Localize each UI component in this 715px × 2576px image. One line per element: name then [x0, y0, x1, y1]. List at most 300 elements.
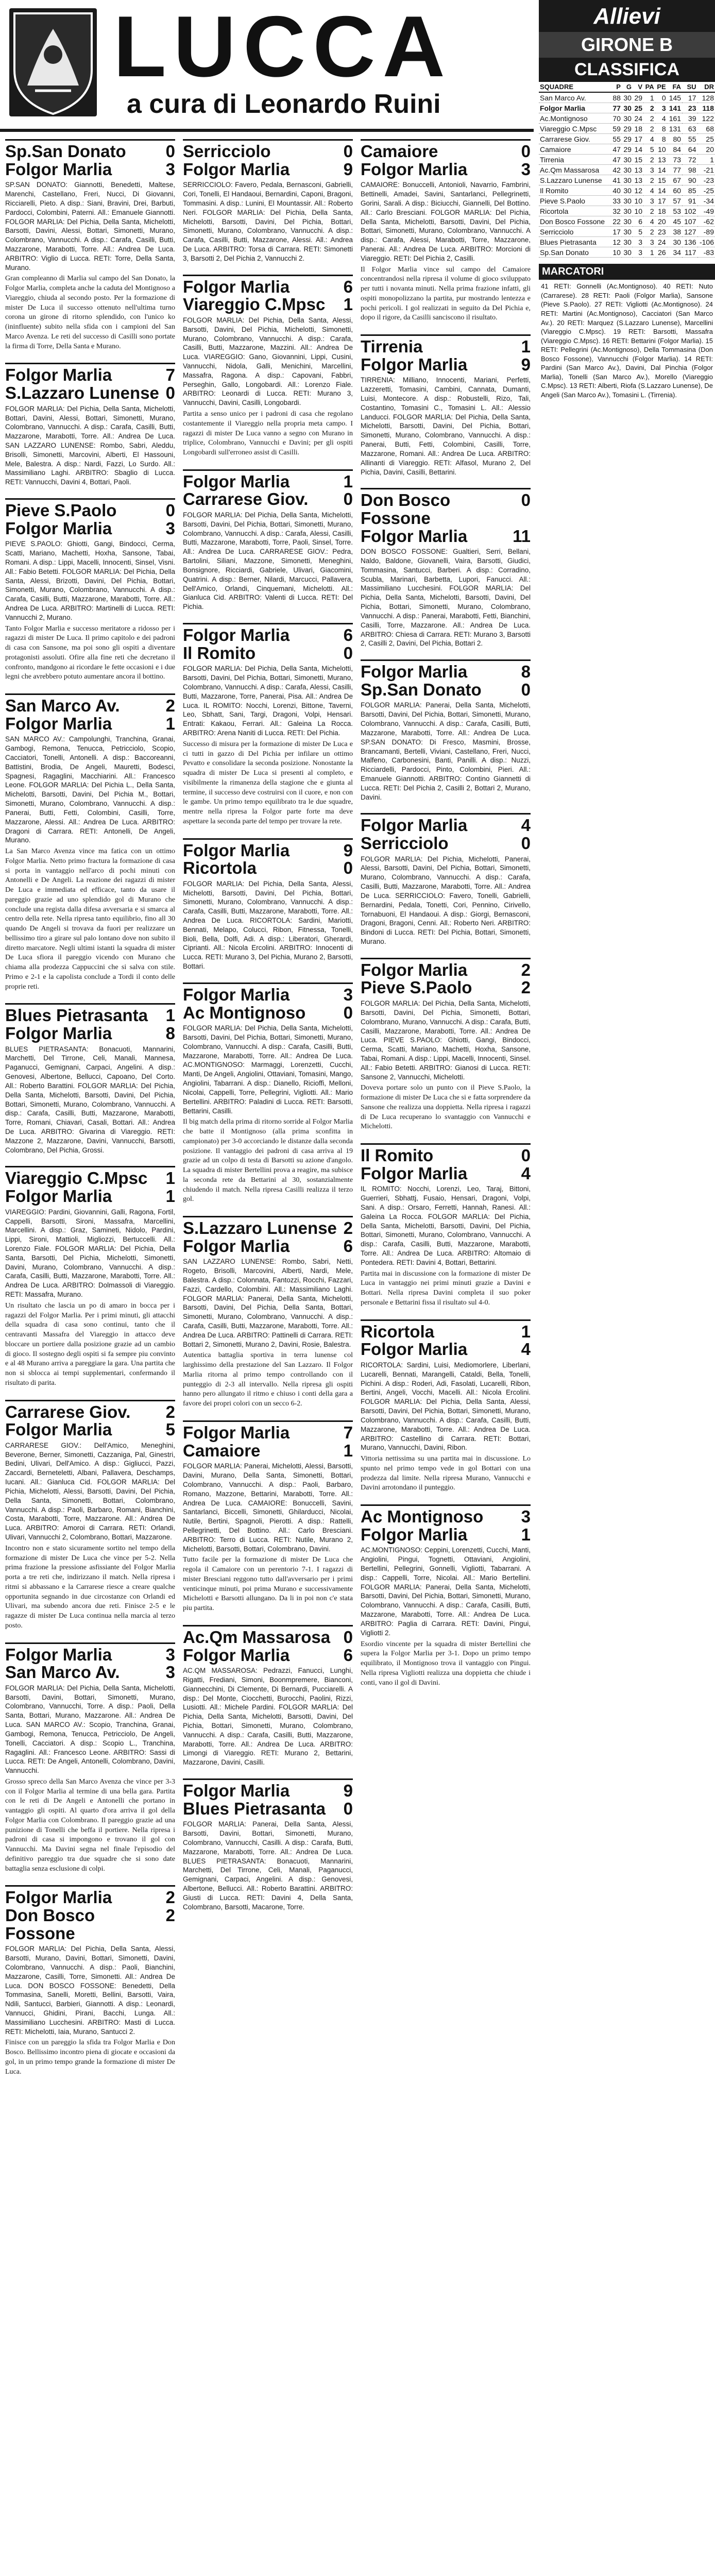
standings-cell: 17	[611, 227, 622, 237]
standings-cell: 30	[622, 247, 633, 258]
match-report	[183, 838, 353, 971]
standings-row	[539, 247, 715, 258]
home-score: 4	[521, 816, 531, 835]
away-team: Carrarese Giov.	[183, 489, 309, 509]
standings-cell: 57	[667, 196, 682, 206]
match-lineups: AC.MONTIGNOSO: Ceppini, Lorenzetti, Cucchi, Manti, Angiolini, Pingui, Tognetti, Ottaviani, Angiolini, Bertellini, Pellegrini, Gonnelli, Vigliotti, Tabarrani. A disp.: Cappelli, Torre, Nicolai. All.: Mario Bertellini. FOLGOR MARLIA: Panerai, Della Santa, Michelotti, Barsotti, Davini, Del Pichia, Bottari, Simonetti, Murano, Colombrano, Vannucchi. A disp.: Carafa, Casilli, Butti, Mazzarone, Marabotti, Torre. All.: Andrea De Luca. ARBITRO: Paglia di Carrara. RETI: Davini, Pingui, Vigliotti 2.	[361, 1546, 531, 1637]
away-team: Folgor Marlia	[183, 1645, 290, 1665]
standings-cell: 3	[633, 237, 643, 247]
away-score: 11	[513, 526, 531, 546]
match-commentary: Grosso spreco della San Marco Avenza che vince per 3-3 con il Folgor Marlia al termine di una bella gara. Partita con le reti di De Angeli e Antonelli che portano in vantaggio gli ospiti. Al quarto d'ora arriva il gol della Folgor Marlia con Colombrano. Il pareggio grazie ad una punizione di Tonelli che beffa il portiere. Nella ripresa i padroni di casa si impongono e trovano il gol con Vannucchi. Ma Davini segna nel finale l'episodio del definitivo pareggio tra due squadre che si sono date battaglia senza esclusione di colpi.	[5, 1777, 175, 1873]
standings-cell: Pieve S.Paolo	[539, 196, 611, 206]
home-team: Folgor Marlia	[361, 662, 468, 682]
match-home-line	[361, 1319, 531, 1341]
standings-cell: 30	[622, 196, 633, 206]
away-score: 0	[343, 1003, 353, 1022]
column-middle	[183, 139, 353, 1923]
standings-cell: 47	[611, 144, 622, 155]
match-report	[361, 334, 531, 477]
standings-cell: 23	[682, 103, 697, 113]
standings-cell: Il Romito	[539, 185, 611, 196]
match-report	[5, 1400, 175, 1631]
standings-cell: 1	[643, 92, 655, 103]
standings-cell: Blues Pietrasanta	[539, 237, 611, 247]
match-away-line	[5, 520, 175, 538]
standings-cell: 55	[611, 134, 622, 144]
home-team: Ricortola	[361, 1321, 435, 1341]
match-commentary: Partita mai in discussione con la formazione di mister De Luca in vantaggio nei primi minuti grazie a Davini e Bottari. Nella ripresa Davini completa il suo poker personale e Bettarini fissa il risultato sul 4-0.	[361, 1269, 531, 1307]
standings-cell: 1	[697, 155, 715, 165]
standings-cell: 22	[611, 216, 622, 227]
match-lineups: IL ROMITO: Nocchi, Lorenzi, Leo, Taraj, Bittoni, Guerrieri, Sbhattj, Fusaio, Hensari, Dragoni, Volpi, Sani. A disp.: Orsaro, Ferretti, Hannah, Ranesi. All.: Galeina La Rocca. FOLGOR MARLIA: Del Pichia, Della Santa, Michelotti, Barsotti, Davini, Del Pichia, Bottari, Simonetti, Murano, Colombrano, Vannucchi. A disp.: Carafa, Casilli, Butti, Mazzarone, Marabotti, Torre. All.: Andrea De Luca. ARBITRO: Altomaio di Pontedera. RETI: Davini 4, Bottari, Bettarini.	[361, 1185, 531, 1266]
standings-cell: 30	[622, 185, 633, 196]
header-rule	[0, 129, 534, 132]
standings-cell: -83	[697, 247, 715, 258]
match-lineups: FOLGOR MARLIA: Del Pichia, Della Santa, Michelotti, Barsotti, Davini, Del Pichia, Bottari, Simonetti, Murano, Colombrano, Vannucchi. A disp.: Carafa, Alessi, Casilli, Butti, Mazzarone, Torre, Panerai, Pisa. All.: Andrea De Luca. IL ROMITO: Nocchi, Lorenzi, Bittone, Taverni, Leo, Sbhatt, Sani, Targi, Dragoni, Volpi, Hensari. Entrati: Kakaou, Ferrari. All.: Galeina La Rocca. ARBITRO: Arena Naniti di Lucca. RETI: Del Pichia.	[183, 665, 353, 737]
standings-cell: 107	[682, 216, 697, 227]
match-commentary: Finisce con un pareggio la sfida tra Folgor Marlia e Don Bosco. Bellissimo incontro piena di giocate e occasioni da gol, in un primo tempo grande la formazione di mister De Luca.	[5, 2039, 175, 2076]
standings-row	[539, 92, 715, 103]
standings-cell: 67	[667, 175, 682, 185]
home-team: Carrarese Giov.	[5, 1402, 131, 1421]
away-score: 0	[521, 834, 531, 853]
home-score: 9	[343, 1781, 353, 1801]
match-home-line	[361, 334, 531, 356]
standings-cell: 5	[643, 144, 655, 155]
match-away-line	[361, 161, 531, 179]
standings-cell: 127	[682, 227, 697, 237]
standings-cell: 4	[655, 113, 667, 124]
away-team: Folgor Marlia	[361, 1163, 468, 1183]
standings-cell: 14	[655, 165, 667, 175]
match-commentary: Autentica battaglia sportiva in terra lunense col larghissimo della prestazione del San Lazzaro. Il Folgor Marlia ritorna al primo tempo controllando con il punteggio di 2-3 all intervallo. Nella ripresa gli ospiti hanno pero allungato il ritmo e chiuso i conti della gara a favore dei propri colori con un secco 6-2.	[183, 1351, 353, 1408]
standings-cell: 47	[611, 155, 622, 165]
home-team: Folgor Marlia	[5, 1645, 112, 1664]
standings-col-header: P	[611, 82, 622, 92]
home-team: Il Romito	[361, 1146, 434, 1165]
match-home-line	[361, 1504, 531, 1526]
match-commentary: Esordio vincente per la squadra di mister Bertellini che supera la Folgor Marlia per 3-1. Dopo un primo tempo equilibrato, il Montignoso trova il vantaggio con Pingui. Nella ripresa Vigliotti realizza una doppietta che chiude i conti, vano il gol di Davini.	[361, 1640, 531, 1687]
home-team: Camaiore	[361, 142, 438, 161]
away-team: Folgor Marlia	[5, 1420, 112, 1439]
away-team: Folgor Marlia	[183, 159, 290, 179]
standings-cell: 30	[622, 113, 633, 124]
away-score: 3	[165, 518, 175, 538]
match-commentary: Incontro non e stato sicuramente sortito nel tempo della formazione di mister De Luca che vince per 5-2. Nella prima frazione la pressione asfissiante del Folgor Marlia porta a tre reti che, indirizzano il match. Nella ripresa i ritmi si abbassano e la Carrarese riesce a creare qualche opportunita segnando in due circostanze con Orlandi ed Ulivari, ma subendo ancora due reti. Finisce 2-5 e le ragazze di mister De Luca continua nella marcia al terzo posto.	[5, 1544, 175, 1630]
match-report	[361, 958, 531, 1132]
match-report	[5, 363, 175, 487]
match-report	[361, 139, 531, 323]
standings-cell: 30	[622, 206, 633, 216]
home-team: Folgor Marlia	[183, 985, 290, 1004]
standings-cell: -62	[697, 216, 715, 227]
home-score: 2	[165, 696, 175, 716]
standings-cell: 117	[682, 247, 697, 258]
standings-cell: 15	[633, 155, 643, 165]
home-team: Folgor Marlia	[183, 840, 290, 860]
away-score: 0	[165, 383, 175, 403]
match-report	[5, 139, 175, 351]
standings-table	[539, 82, 715, 258]
home-score: 7	[165, 365, 175, 385]
match-home-line	[361, 813, 531, 835]
match-commentary: Gran compleanno di Marlia sul campo del San Donato, la Folgor Marlia, completa anche la caduta del Montignoso a Viareggio, chiuda al secondo posto. Per la formazione di mister De Luca il successo ottenuto nell'ultima turno corona un girone di ritorno splendido, con l'unico ko (ininfluente) subito nella sfida con i campioni del San Marco Avenza. Le reti del successo di Casilli sono portate la firma di Torre, Della Santa e Murano.	[5, 275, 175, 350]
home-score: 0	[521, 1146, 531, 1165]
standings-cell: 42	[611, 165, 622, 175]
match-report	[183, 982, 353, 1205]
away-score: 0	[521, 680, 531, 699]
standings-row	[539, 155, 715, 165]
away-score: 3	[165, 159, 175, 179]
away-score: 2	[165, 1906, 175, 1925]
home-score: 1	[165, 1168, 175, 1188]
standings-cell: 13	[655, 155, 667, 165]
home-score: 3	[343, 985, 353, 1004]
standings-cell: 30	[622, 237, 633, 247]
match-lineups: CARRARESE GIOV.: Dell'Amico, Meneghini, Beverone, Berner, Simonetti, Cazzaniga, Pal, Ginestri, Bedini, Ulivari, Dell'Amico. A disp.: Gigliucci, Pazzi, Zaccardi, Berneteletti, Albani, Pallavera, Deschamps, Iucani. All.: Gianluca Cid. FOLGOR MARLIA: Del Pichia, Michelotti, Alessi, Barsotti, Davini, Del Pichia, Della Santa, Simonetti, Bottari, Colombrano, Vannucchi. A disp.: Paoli, Barbaro, Romani, Bianchini, Costa, Marabotti, Torre, Mazzarone. All.: Andrea De Luca. ARBITRO: Amoroi di Carrara. RETI: Orlandi, Ulivari, Vannucchi 2, Colombrano, Bottari, Mazzarone.	[5, 1441, 175, 1541]
standings-cell: Serricciolo	[539, 227, 611, 237]
standings-cell: 17	[682, 92, 697, 103]
standings-cell: 38	[667, 227, 682, 237]
standings-cell: 1	[643, 247, 655, 258]
home-team: Tirrenia	[361, 337, 423, 357]
standings-cell: 60	[667, 185, 682, 196]
standings-cell: 25	[633, 103, 643, 113]
standings-row	[539, 175, 715, 185]
standings-cell: 91	[682, 196, 697, 206]
standings-cell: 136	[682, 237, 697, 247]
match-lineups: SERRICCIOLO: Favero, Pedala, Bernasconi, Gabrielli, Cori, Tonelli, El Handaoui, Bernardini, Caponi, Bragoni, Tommasini. A disp.: Lunini, El Mountassir. All.: Roberto Neri. FOLGOR MARLIA: Del Pichia, Della Santa, Michelotti, Barsotti, Davini, Del Pichia, Bottari, Simonetti, Murano, Colombrano, Vannucchi. A disp.: Carafa, Casilli, Butti, Mazzarone, Alessi. All.: Andrea De Luca. ARBITRO: Torsa di Carrara. RETI: Simonetti 3, Barsotti 2, Del Pichia 2, Vannucchi 2.	[183, 181, 353, 262]
standings-cell: 84	[667, 144, 682, 155]
match-away-line	[361, 1165, 531, 1183]
away-score: 4	[521, 1340, 531, 1359]
match-lineups: FOLGOR MARLIA: Del Pichia, Michelotti, Panerai, Alessi, Barsotti, Davini, Del Pichia, Bottari, Simonetti, Murano, Colombrano, Vannucchi. A disp.: Carafa, Casilli, Butti, Mazzarone, Marabotti, Torre. All.: Andrea De Luca. SERRICCIOLO: Favero, Tonelli, Gabrielli, Bernardini, Pedala, Tonetti, Cori, Pennino, Cirivello, Tornabuoni, El Handaoui. A disp.: Giorgi, Bernasconi, Dragoni, Bragoni, Cenni. All.: Roberto Neri. ARBITRO: Bindoni di Lucca. RETI: Del Pichia, Bottari, Simonetti, Murano.	[361, 855, 531, 945]
column-left	[5, 139, 175, 2088]
match-away-line	[361, 681, 531, 699]
match-away-line	[5, 161, 175, 179]
standings-cell: 145	[667, 92, 682, 103]
standings-cell: Ac.Qm Massarosa	[539, 165, 611, 175]
away-team: Folgor Marlia	[5, 1024, 112, 1043]
standings-row	[539, 206, 715, 216]
standings-cell: 17	[633, 134, 643, 144]
standings-cell: 102	[682, 206, 697, 216]
home-team: Folgor Marlia	[5, 365, 112, 385]
home-score: 2	[165, 1888, 175, 1907]
home-score: 3	[165, 1645, 175, 1664]
standings-cell: -25	[697, 185, 715, 196]
away-team: Folgor Marlia	[361, 159, 468, 179]
standings-cell: 29	[622, 134, 633, 144]
standings-cell: 4	[643, 134, 655, 144]
match-report	[5, 1642, 175, 1874]
match-lineups: FOLGOR MARLIA: Del Pichia, Della Santa, Michelotti, Barsotti, Davini, Del Pichia, Simonetti, Bottari, Colombrano, Murano, Vannucchi. A disp.: Carafa, Butti, Casilli, Mazzarone, Marabotti, Torre. All.: Andrea De Luca. PIEVE S.PAOLO: Ghiotti, Gangi, Bindocci, Cerma, Scatti, Mariano, Machetti, Hoxha, Sansone, Tabai, Romani. A disp.: Lippi, Macelli, Innocenti, Sinsel. All.: Fabio Betetti. ARBITRO: Gianosi di Lucca. RETI: Sansone 2, Vannucchi, Michelotti.	[361, 999, 531, 1081]
home-team: Folgor Marlia	[183, 277, 290, 296]
scorers-title: MARCATORI	[539, 264, 715, 280]
away-team: Don Bosco Fossone	[5, 1906, 95, 1943]
match-lineups: FOLGOR MARLIA: Del Pichia, Della Santa, Michelotti, Barsotti, Davini, Bottari, Simonetti, Murano, Colombrano, Vannucchi, Torre. A disp.: Paoli, Della Santa, Bottari, Murano, Mazzarone. All.: Andrea De Luca. SAN MARCO AV.: Scopio, Tranchina, Granai, Gambogi, Remona, Tenucca, Petricciolo, De Angeli, Tonelli, Cacciatori. A disp.: Scopio L., Tranchina, Ragaglini. All.: Francesco Leone. ARBITRO: Sassi di Lucca. RETI: De Angeli, Antonelli, Colombrano, Davini, Vannucchi.	[5, 1684, 175, 1775]
match-lineups: FOLGOR MARLIA: Del Pichia, Della Santa, Michelotti, Bottari, Davini, Alessi, Bottari, Simonetti, Murano, Colombrano, Vannucchi. A disp.: Carafa, Casilli, Butti, Mazzarone, Marabotti, Torre. All.: Andrea De Luca. SAN LAZZARO LUNENSE: Rombo, Sabri, Aleddu, Brisolli, Simonetti, Marcovini, Alberti, El Hassouni, Mele, Balestra. A disp.: Nardi, Fazzi, Lo Surdo. All.: Massimiliano Laghi. ARBITRO: Sbaglio di Lucca. RETI: Vannucchi, Davini 4, Bottari, Paoli.	[5, 404, 175, 486]
match-report	[361, 813, 531, 946]
match-away-line	[5, 1907, 175, 1942]
standings-cell: 4	[643, 185, 655, 196]
home-score: 1	[165, 1006, 175, 1025]
standings-cell: 20	[655, 216, 667, 227]
match-lineups: FOLGOR MARLIA: Panerai, Della Santa, Alessi, Barsotti, Davini, Bottari, Simonetti, Murano, Colombrano, Vannucchi, Casilli. A disp.: Carafa, Butti, Mazzarone, Marabotti, Torre. All.: Andrea De Luca. BLUES PIETRASANTA: Bonacuoti, Mannarini, Marchetti, Del Tirrone, Celi, Manali, Paganucci, Gemignani, Carpaci, Angelini. A disp.: Genovesi, Albertone, Bellucci. All.: Roberto Barattini. ARBITRO: Giusti di Lucca. RETI: Davini 4, Della Santa, Colombrano, Barsotti, Macarone, Torre.	[183, 1820, 353, 1911]
home-team: Folgor Marlia	[361, 960, 468, 979]
away-team: Sp.San Donato	[361, 680, 482, 699]
match-commentary: Il big match della prima di ritorno sorride al Folgor Marlia che batte il Montignoso (alla prima sconfitta in campionato) per 3-0 accorciando le distanze dalla seconda posizione. Il vantaggio dei padroni di casa arriva al 19 grazie ad un colpo di testa di Barsotti su azione d'angolo. La squadra di mister Bertellini prova a reagire, ma subisce la seconda rete da Bettarini al 30, sostanzialmente chiudendo il match. Nella ripresa Casilli realizza il terzo gol.	[183, 1118, 353, 1204]
standings-cell: 63	[682, 124, 697, 134]
match-report	[361, 1504, 531, 1688]
standings-cell: -106	[697, 237, 715, 247]
standings-cell: Ricortola	[539, 206, 611, 216]
standings-cell: 53	[667, 206, 682, 216]
standings-cell: 30	[622, 227, 633, 237]
standings-cell: 141	[667, 103, 682, 113]
match-away-line	[5, 1025, 175, 1043]
standings-cell: 18	[633, 124, 643, 134]
standings-cell: -23	[697, 175, 715, 185]
match-away-line	[5, 384, 175, 402]
standings-cell: Carrarese Giov.	[539, 134, 611, 144]
match-away-line	[5, 1421, 175, 1439]
match-away-line	[183, 161, 353, 179]
away-score: 0	[343, 643, 353, 663]
match-lineups: FOLGOR MARLIA: Del Pichia, Della Santa, Michelotti, Barsotti, Davini, Del Pichia, Bottari, Simonetti, Murano, Colombrano, Vannucchi. A disp.: Carafa, Alessi, Casilli, Butti, Mazzarone, Marabotti, Torre, Paoli, Sinsel, Torre. All.: Andrea De Luca. CARRARESE GIOV.: Pedra, Bartolini, Siliani, Mazzone, Simonetti, Meneghini, Bonsignore, Ricciardi, Gabriele, Ulivari, Giacomini, Quatrini. A disp.: Berner, Nilardi, Marcucci, Pallavera, Dell'Amico, Orlandi, Cinquemani, Michelotti. All.: Gianluca Cid. ARBITRO: Valenti di Lucca. RETI: Del Pichia.	[183, 511, 353, 611]
standings-cell: 90	[682, 175, 697, 185]
standings-cell: 30	[622, 175, 633, 185]
home-team: Sp.San Donato	[5, 142, 126, 161]
standings-cell: 161	[667, 113, 682, 124]
standings-cell: Sp.San Donato	[539, 247, 611, 258]
match-lineups: FOLGOR MARLIA: Panerai, Della Santa, Michelotti, Barsotti, Davini, Del Pichia, Bottari, Simonetti, Murano, Colombrano, Vannucchi. A disp.: Carafa, Casilli, Butti, Mazzarone, Marabotti, Torre. All.: Andrea De Luca. SP.SAN DONATO: Di Fresco, Masmini, Brosse, Brancamanti, Bertelli, Viviani, Castellano, Freri, Nucci, Malfeno, Carbonesini, Banti, Panilli. A disp.: Nuzzi, Ricciardelli, Pardocci, Pinto, Colombini, Pieri. All.: Emanuele Giannotti. ARBITRO: Contino Giannetti di Lucca. RETI: Del Pichia 2, Casilli 2, Bottari 2, Murano, Davini.	[361, 701, 531, 801]
standings-cell: 5	[633, 227, 643, 237]
match-home-line	[5, 498, 175, 520]
match-away-line	[183, 859, 353, 877]
home-score: 8	[521, 662, 531, 682]
home-score: 0	[165, 501, 175, 520]
home-score: 0	[521, 142, 531, 161]
standings-row	[539, 124, 715, 134]
home-team: Serricciolo	[183, 142, 271, 161]
standings-cell: 18	[655, 206, 667, 216]
league-group: GIRONE B	[539, 32, 715, 58]
away-team: Folgor Marlia	[5, 1187, 112, 1206]
match-lineups: SAN LAZZARO LUNENSE: Rombo, Sabri, Netti, Rogeto, Brisolli, Marcovini, Alberti, Nardi, Mele, Balestra. A disp.: Colonnata, Fantozzi, Rocchi, Fazzari, Fazzi, Cardello, Colombini. All.: Massimiliano Laghi. FOLGOR MARLIA: Panerai, Della Santa, Michelotti, Barsotti, Davini, Del Pichia, Della Santa, Bottari, Simonetti, Murano, Colombrano, Vannucchi. A disp.: Carafa, Casilli, Butti, Mazzarone, Marabotti, Torre. All.: Andrea De Luca. ARBITRO: Pattinelli di Carrara. RETI: Bottari 2, Simonetti, Murano 2, Davini, Rosie, Balestra.	[183, 1258, 353, 1348]
standings-cell: 39	[682, 113, 697, 124]
away-team: San Marco Av.	[5, 1663, 120, 1682]
match-report	[183, 139, 353, 263]
home-score: 0	[343, 142, 353, 161]
home-team: Folgor Marlia	[5, 1888, 112, 1907]
away-team: Serricciolo	[361, 834, 449, 853]
match-home-line	[5, 1400, 175, 1421]
standings-cell: 29	[622, 124, 633, 134]
standings-cell: 13	[633, 175, 643, 185]
standings-cell: 20	[697, 144, 715, 155]
standings-cell: 45	[667, 216, 682, 227]
home-team: Folgor Marlia	[183, 1781, 290, 1801]
away-team: Camaiore	[183, 1440, 261, 1460]
league-panel	[539, 0, 715, 2576]
standings-cell: -21	[697, 165, 715, 175]
match-report	[183, 1625, 353, 1767]
match-away-line	[5, 715, 175, 733]
match-report	[5, 498, 175, 682]
home-score: 1	[521, 1321, 531, 1341]
standings-cell: 88	[611, 92, 622, 103]
match-lineups: SAN MARCO AV.: Campolunghi, Tranchina, Granai, Gambogi, Remona, Tenucca, Petricciolo, Scopio, Cacciatori, Tonelli, Antonelli. A disp.: Baccoreanni, Battistini, Brodia, De Angeli, Mauretti, Bodesci, Spagnesi, Ragaglini, Macchiarini. All.: Francesco Leone. FOLGOR MARLIA: Del Pichia L., Della Santa, Michelotti, Barsotti, Davini, Del Pichia M., Bottari, Simonetti, Murano, Colombrano, Vannucchi. A disp.: Panerai, Butti, Fetti, Colombini, Casilli, Torre, Mazzarone, Alessi. All.: Andrea De Luca. ARBITRO: Dragoni di Carrara. RETI: Antonelli, De Angeli, Murano.	[5, 735, 175, 844]
match-away-line	[183, 1800, 353, 1818]
standings-cell: 2	[643, 124, 655, 134]
match-home-line	[5, 1642, 175, 1664]
match-home-line	[361, 1143, 531, 1165]
standings-cell: Viareggio C.Mpsc	[539, 124, 611, 134]
away-team: Il Romito	[183, 643, 256, 663]
away-score: 3	[521, 159, 531, 179]
standings-cell: Don Bosco Fossone	[539, 216, 611, 227]
standings-cell: 24	[633, 113, 643, 124]
standings-col-header: G	[622, 82, 633, 92]
standings-cell: 2	[643, 155, 655, 165]
match-away-line	[361, 356, 531, 374]
standings-cell: 24	[655, 237, 667, 247]
home-team: Pieve S.Paolo	[5, 501, 117, 520]
match-commentary: Vittoria nettissima su una partita mai in discussione. Lo spunto nel primo tempo vede in gol Bottari con una prodezza dal limite. Nella ripresa Murano, Vannucchi e Davini arrotondano il punteggio.	[361, 1455, 531, 1492]
standings-title: CLASSIFICA	[539, 58, 715, 82]
match-lineups: CAMAIORE: Bonuccelli, Antonioli, Navarrio, Fambrini, Bettinelli, Amadei, Savini, Santarlanci, Pellegrinetti, Gorini, Sarali. A disp.: Biciucchi, Giannelli, Del Bottino. All.: Carlo Bresciani. FOLGOR MARLIA: Del Pichia, Della Santa, Michelotti, Barsotti, Davini, Del Pichia, Bottari, Simonetti, Murano, Colombrano, Vannucchi. A disp.: Carafa, Alessi, Marabotti, Torre, Mazzarone, Panerai. All.: Andrea De Luca. ARBITRO: Morcioni di Viareggio. RETI: Del Pichia 2, Casilli.	[361, 181, 531, 262]
standings-cell: 41	[611, 175, 622, 185]
standings-cell: Ac.Montignoso	[539, 113, 611, 124]
standings-cell: 98	[682, 165, 697, 175]
away-team: S.Lazzaro Lunense	[5, 383, 159, 403]
match-away-line	[183, 1647, 353, 1665]
standings-cell: 17	[655, 196, 667, 206]
standings-cell: 3	[643, 237, 655, 247]
match-commentary: Un risultato che lascia un po di amaro in bocca per i ragazzi del Folgor Marlia. Per i primi minuti, gli attacchi della squadra di casa sono continui, tanto che il centravanti Massafra del Viareggio in attacco deve bloccare un portiere dalla posizione grazie ad un cambio di gioco. Il sostegno degli ospiti si fa sempre piu convinto e al 48 Murano arriva a pareggiare la gara. Una partita che non si sblocca ai tempi supplementari, confermando il risultato di parita.	[5, 1301, 175, 1387]
away-score: 9	[343, 159, 353, 179]
match-lineups: PIEVE S.PAOLO: Ghiotti, Gangi, Bindocci, Cerma, Scatti, Mariano, Machetti, Hoxha, Sansone, Tabai, Romani. A disp.: Lippi, Macelli, Innocenti, Sinsel, Visni. All.: Fabio Betetti. FOLGOR MARLIA: Del Pichia, Della Santa, Alessi, Brizotti, Davini, Del Pichia, Bottari, Simonetti, Murano, Colombrano, Vannucchi. A disp.: Carafa, Casilli, Butti, Mazzarone, Marabotti, Torre. All.: Andrea De Luca. ARBITRO: Martinelli di Lucca. RETI: Vannucchi 2, Murano.	[5, 540, 175, 621]
standings-row	[539, 196, 715, 206]
away-team: Folgor Marlia	[361, 1340, 468, 1359]
match-away-line	[183, 1238, 353, 1256]
away-score: 0	[343, 489, 353, 509]
match-report	[5, 1166, 175, 1388]
away-team: Ac Montignoso	[183, 1003, 306, 1022]
match-lineups: TIRRENIA: Milliano, Innocenti, Mariani, Perfetti, Lazzeretti, Tomasini, Cambini, Cannata, Dumanti, Luisi, Montecore. A disp.: Robustelli, Rizo, Tali, Costantino, Tomasini C., Tomasini L. All.: Alessio Landucci. FOLGOR MARLIA: Del Pichia, Della Santa, Michelotti, Barsotti, Davini, Del Pichia, Bottari, Simonetti, Murano, Colombrano, Vannucchi. A disp.: Panerai, Butti, Fetti, Colombini, Casilli, Torre, Mazzarone, Romani. All.: Andrea De Luca. ARBITRO: Allinanti di Viareggio. RETI: Alfasol, Murano 2, Del Pichia, Davini, Casilli, Bettarini.	[361, 376, 531, 476]
standings-cell: 2	[643, 206, 655, 216]
page-title: LUCCA	[113, 0, 452, 95]
away-score: 6	[343, 1236, 353, 1256]
match-commentary: Partita a senso unico per i padroni di casa che regolano costantemente il Viareggio nella propria meta campo. I ragazzi di mister De Luca vanno a segno con Murano in triplice, Colombrano, Vannucchi e Davini; per gli ospiti Longobardi sull'erroneo assist di Casilli.	[183, 410, 353, 456]
standings-col-header: FA	[667, 82, 682, 92]
match-home-line	[183, 275, 353, 296]
match-report	[5, 1003, 175, 1155]
match-home-line	[183, 1420, 353, 1442]
match-lineups: SP.SAN DONATO: Giannotti, Benedetti, Maltese, Marenchi, Castellano, Freri, Nucci, Di Giovanni, Ricciarelli, Pieto. A disp.: Siani, Bravini, Drei, Barbuti, Pardocci, Colombini, Paterni. All.: Emanuele Giannotti. FOLGOR MARLIA: Del Pichia, Della Santa, Michelotti, Barsotti, Davini, Alessi, Bottari, Simonetti, Murano, Colombrano, Vannucchi. A disp.: Carafa, Casilli, Butti, Mazzarone, Marabotti, Torre. All.: Andrea De Luca. ARBITRO: Viglio di Lucca. RETI: Torre, Della Santa, Murano.	[5, 181, 175, 272]
away-score: 4	[521, 1163, 531, 1183]
standings-row	[539, 237, 715, 247]
standings-cell: 59	[611, 124, 622, 134]
standings-cell: 10	[633, 196, 643, 206]
standings-cell: 12	[633, 185, 643, 196]
home-score: 6	[343, 625, 353, 645]
standings-col-header: PA	[643, 82, 655, 92]
standings-cell: 122	[697, 113, 715, 124]
match-home-line	[5, 1166, 175, 1188]
standings-col-header: DR	[697, 82, 715, 92]
standings-cell: 10	[655, 144, 667, 155]
standings-cell: 25	[697, 134, 715, 144]
standings-row	[539, 185, 715, 196]
standings-cell: 14	[655, 185, 667, 196]
match-report	[183, 1778, 353, 1911]
standings-cell: 29	[633, 92, 643, 103]
standings-row	[539, 144, 715, 155]
standings-cell: 34	[667, 247, 682, 258]
match-home-line	[361, 958, 531, 979]
match-home-line	[5, 363, 175, 384]
home-team: Folgor Marlia	[183, 1422, 290, 1442]
away-team: Folgor Marlia	[5, 518, 112, 538]
match-home-line	[183, 139, 353, 161]
standings-row	[539, 216, 715, 227]
standings-cell: 30	[622, 92, 633, 103]
away-score: 6	[343, 1645, 353, 1665]
home-score: 0	[165, 142, 175, 161]
standings-cell: 3	[643, 196, 655, 206]
match-commentary: Doveva portare solo un punto con il Pieve S.Paolo, la formazione di mister De Luca che si e fatta sorprendere da Sansone che realizza una doppietta. Nella ripresa i ragazzi di De Luca recuperano lo svantaggio con Vannucchi e Michelotti.	[361, 1084, 531, 1131]
away-team: Folgor Marlia	[5, 714, 112, 733]
match-commentary: Successo di misura per la formazione di mister De Luca e ci tutti in gazzo di Del Pichia per infilare un ottimo Pevatto e consolidare la seconda posizione. Nonostante la squadra di mister De Luca si presenti al completo, e visibilmente la rimanenza della stagione che e giunta al termine, il successo deve costruirsi con il cuore, e non con le gambe. Un primo tempo equilibrato tra le due squadre, mentre nella ripresa la Folgor parte forte ma deve aspettare la seconda parte del tempo per trovare la rete.	[183, 740, 353, 825]
section-header	[0, 0, 534, 129]
match-report	[183, 1216, 353, 1409]
match-report	[183, 1420, 353, 1614]
match-report	[5, 693, 175, 992]
match-lineups: AC.QM MASSAROSA: Pedrazzi, Fanucci, Lunghi, Rigatti, Frediani, Simoni, Boonmpremere, Bianconi, Giannecchini, Di Clemente, Di Bernardi, Pucciarelli. A disp.: Del Monte, Ciocchetti, Burocchi, Paolini, Rizzi, Lusiotti. All.: Michele Pardini. FOLGOR MARLIA: Del Pichia, Della Santa, Michelotti, Barsotti, Davini, Del Pichia, Bottari, Simonetti, Murano, Colombrano, Vannucchi. A disp.: Carafa, Casilli, Butti, Mazzarone, Marabotti, Torre. All.: Andrea De Luca. ARBITRO: Limongi di Viareggio. RETI: Murano 2, Bettarini, Mazzarone, Davini, Casilli.	[183, 1667, 353, 1767]
standings-cell: 2	[643, 103, 655, 113]
standings-cell: -49	[697, 206, 715, 216]
away-score: 1	[165, 1187, 175, 1206]
home-score: 1	[521, 337, 531, 357]
match-home-line	[183, 982, 353, 1004]
standings-cell: 131	[667, 124, 682, 134]
standings-cell: 33	[611, 196, 622, 206]
away-score: 1	[521, 1524, 531, 1544]
standings-cell: 29	[622, 144, 633, 155]
away-score: 2	[521, 978, 531, 997]
home-score: 2	[165, 1402, 175, 1421]
match-home-line	[183, 469, 353, 491]
away-team: Folgor Marlia	[361, 354, 468, 374]
away-score: 0	[343, 1799, 353, 1818]
home-score: 0	[343, 1627, 353, 1647]
away-score: 8	[165, 1024, 175, 1043]
standings-cell: 30	[622, 165, 633, 175]
home-team: Folgor Marlia	[361, 816, 468, 835]
match-commentary: Tutto facile per la formazione di mister De Luca che regola il Camaiore con un perentorio 7-1. I ragazzi di mister Bresciani reggono tutto dall'avversario per i primi venticinque minuti, poi prima Murano e successivamente Michelotti e Barsotti allungano. Da li in poi non c'e stata piu partita.	[183, 1556, 353, 1613]
standings-cell: 3	[643, 165, 655, 175]
standings-cell: 12	[611, 237, 622, 247]
standings-cell: 23	[655, 227, 667, 237]
standings-row	[539, 227, 715, 237]
away-score: 0	[343, 858, 353, 878]
match-home-line	[183, 1625, 353, 1647]
home-team: Don Bosco Fossone	[361, 490, 451, 528]
match-report	[361, 1143, 531, 1308]
page-byline: a cura di Leonardo Ruini	[127, 89, 441, 119]
